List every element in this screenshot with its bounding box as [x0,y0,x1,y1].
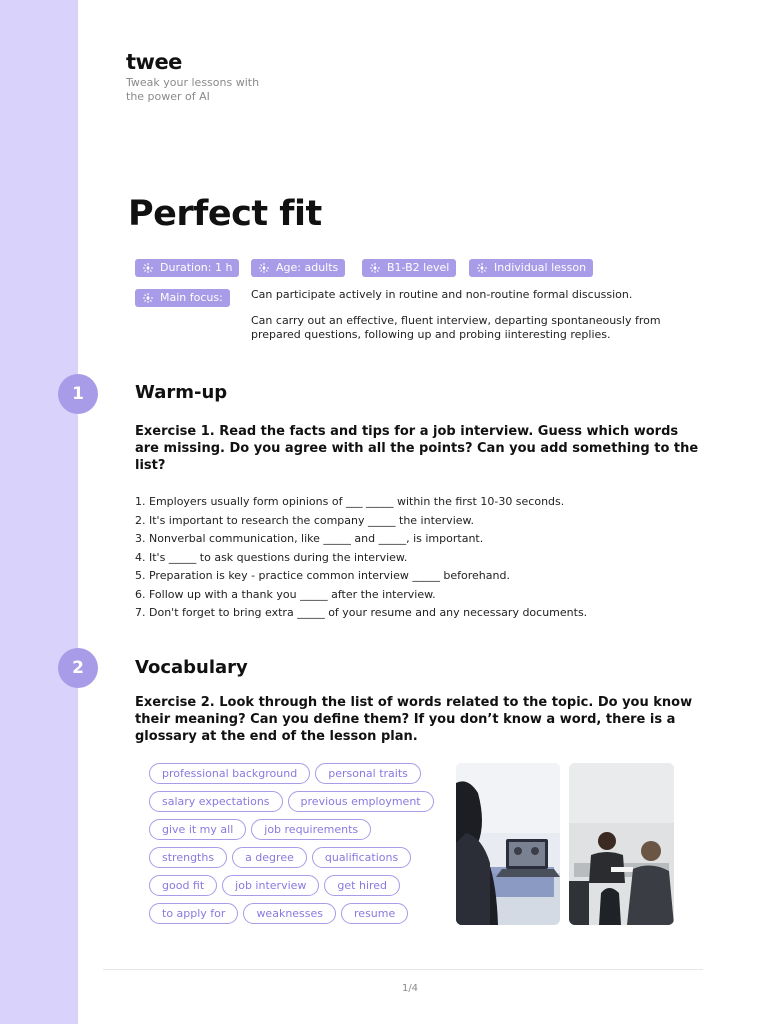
section-number: 1 [58,374,98,414]
vocab-chip: job requirements [251,819,371,840]
tag-main-focus [135,289,230,307]
vocab-chip: resume [341,903,408,924]
meeting-photo [569,763,674,925]
sparkle-icon [142,292,154,304]
vocab-chip: personal traits [315,763,421,784]
tag-label: B1-B2 level [387,261,450,274]
tag-label: Duration: 1 h [160,261,233,274]
tag-label: Age: adults [276,261,339,274]
list-item: 6. Follow up with a thank you _____ after the interview. [135,587,436,601]
section-title: Vocabulary [135,657,248,678]
exercise-instructions: Exercise 1. Read the facts and tips for a job interview. Guess which words are missing. Do you agree with all the points? Can you add something to the list? [135,424,699,473]
tag-label: Individual lesson [494,261,587,274]
vocab-chip: job interview [222,875,319,896]
video-interview-photo [456,763,560,925]
vocab-chip: to apply for [149,903,238,924]
sparkle-icon [258,262,270,274]
tag-lesson-type [469,259,593,277]
brand-tagline: Tweak your lessons with the power of AI [126,76,260,103]
list-item: 5. Preparation is key - practice common interview _____ beforehand. [135,569,510,582]
vocab-chip: salary expectations [149,791,283,812]
twee-logo: twee [126,50,182,74]
focus-point: Can participate actively in routine and non-routine formal discussion. [251,288,633,301]
focus-point: Can carry out an effective, fluent interview, departing spontaneously from prepared questions, following up and probing iinteresting replies. [251,314,661,341]
sparkle-icon [369,262,381,274]
page-number: 1/4 [401,983,419,994]
vocab-chip: a degree [232,847,307,868]
tag-level [362,259,456,277]
list-item: 4. It's _____ to ask questions during the interview. [135,550,408,564]
vocab-chip: good fit [149,875,217,896]
section-title: Warm-up [135,382,228,403]
vocab-chip: weaknesses [243,903,336,924]
vocab-chip: professional background [149,763,310,784]
sparkle-icon [142,262,154,274]
section-number: 2 [58,648,98,688]
exercise-instructions: Exercise 2. Look through the list of words related to the topic. Do you know their meaning? Can you define them? If you don’t know a word, there is a glossary at the end of the lesson plan. [135,695,693,744]
vocab-chip: strengths [149,847,227,868]
side-accent-bar [0,0,78,1024]
vocab-chip: previous employment [288,791,434,812]
exercise-list [135,493,695,623]
tag-age [251,259,345,277]
sparkle-icon [476,262,488,274]
list-item: 3. Nonverbal communication, like _____ and _____, is important. [135,532,484,545]
tag-label: Main focus: [160,291,223,304]
vocab-chip: get hired [324,875,400,896]
vocabulary-chips [149,763,449,931]
vocab-chip: qualifications [312,847,411,868]
tag-duration [135,259,239,277]
vocab-chip: give it my all [149,819,246,840]
footer-divider [103,969,703,970]
list-item: 1. Employers usually form opinions of ___ _____ within the first 10-30 seconds. [135,495,565,508]
list-item: 2. It's important to research the company _____ the interview. [135,513,475,527]
list-item: 7. Don't forget to bring extra _____ of your resume and any necessary documents. [135,606,588,619]
lesson-title: Perfect fit [128,194,322,234]
